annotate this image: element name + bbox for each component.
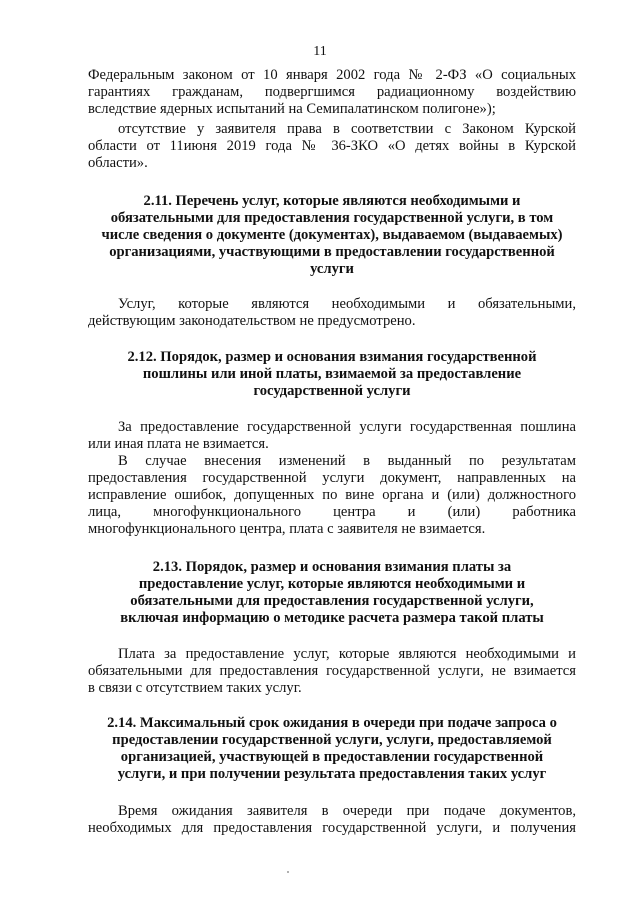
heading-2-14: [90, 715, 574, 783]
heading-2-12: [90, 349, 574, 400]
page-number: 11: [313, 44, 327, 59]
heading-line: 2.14. Максимальный срок ожидания в очереди при подаче запроса о: [107, 715, 557, 731]
heading-line: обязательными для предоставления государственной услуги,: [130, 593, 534, 609]
paragraph-no-fee: [88, 419, 576, 453]
paragraph-waiting-time: [88, 803, 576, 837]
heading-line: услуги, и при получении результата предоставления таких услуг: [117, 766, 547, 782]
heading-line: услуги: [310, 261, 354, 277]
text-line: исправление ошибок, допущенных по вине органа и (или) должностного: [88, 487, 576, 503]
paragraph-corrections: [88, 453, 576, 538]
heading-line: организацией, участвующей в предоставлении государственной: [120, 749, 544, 765]
heading-line: организациями, участвующими в предоставлении государственной: [109, 244, 555, 260]
text-line: Плата за предоставление услуг, которые являются необходимыми и: [118, 646, 576, 662]
heading-2-13: [90, 559, 574, 627]
text-line: За предоставление государственной услуги государственная пошлина: [118, 419, 576, 435]
text-line: необходимых для предоставления государственной услуги, и получения: [88, 820, 576, 836]
paragraph-kursk-law: [88, 121, 576, 172]
text-line: области от 11июня 2019 года № 36-ЗКО «О детях войны в Курской: [88, 138, 576, 154]
text-line: отсутствие у заявителя права в соответствии с Законом Курской: [118, 121, 576, 137]
heading-line: 2.11. Перечень услуг, которые являются необходимыми и: [143, 193, 521, 209]
text-line: лица, многофункционального центра и (или) работника: [88, 504, 576, 520]
heading-line: включая информацию о методике расчета размера такой платы: [120, 610, 544, 626]
text-line: или иная плата не взимается.: [88, 436, 269, 452]
text-line: Время ожидания заявителя в очереди при подаче документов,: [118, 803, 576, 819]
text-line: предоставления государственной услуги документ, направленных на: [88, 470, 576, 486]
text-line: гарантиях гражданам, подвергшимся радиационному воздействию: [88, 84, 576, 100]
text-line: в связи с отсутствием таких услуг.: [88, 680, 302, 696]
text-line: многофункционального центра, плата с заявителя не взимается.: [88, 521, 486, 537]
heading-line: числе сведения о документе (документах), выдаваемом (выдаваемых): [101, 227, 563, 243]
text-line: области».: [88, 155, 148, 171]
heading-line: обязательными для предоставления государственной услуги, в том: [110, 210, 554, 226]
text-line: В случае внесения изменений в выданный по результатам: [118, 453, 576, 469]
heading-line: 2.13. Порядок, размер и основания взимания платы за: [152, 559, 512, 575]
heading-line: государственной услуги: [253, 383, 411, 399]
text-line: Услуг, которые являются необходимыми и обязательными,: [118, 296, 576, 312]
heading-2-11: [90, 193, 574, 278]
text-line: действующим законодательством не предусмотрено.: [88, 313, 416, 329]
heading-line: предоставление услуг, которые являются необходимыми и: [138, 576, 526, 592]
text-line: Федеральным законом от 10 января 2002 года № 2-ФЗ «О социальных: [88, 67, 576, 83]
heading-line: пошлины или иной платы, взимаемой за предоставление: [142, 366, 522, 382]
heading-line: предоставлении государственной услуги, услуги, предоставляемой: [112, 732, 552, 748]
heading-line: 2.12. Порядок, размер и основания взимания государственной: [127, 349, 537, 365]
scan-speck: [287, 871, 289, 873]
paragraph-no-services: [88, 296, 576, 330]
text-line: вследствие ядерных испытаний на Семипалатинском полигоне»);: [88, 101, 496, 117]
paragraph-federal-law: [88, 67, 576, 118]
text-line: обязательными для предоставления государственной услуги, не взимается: [88, 663, 576, 679]
paragraph-no-payment: [88, 646, 576, 697]
